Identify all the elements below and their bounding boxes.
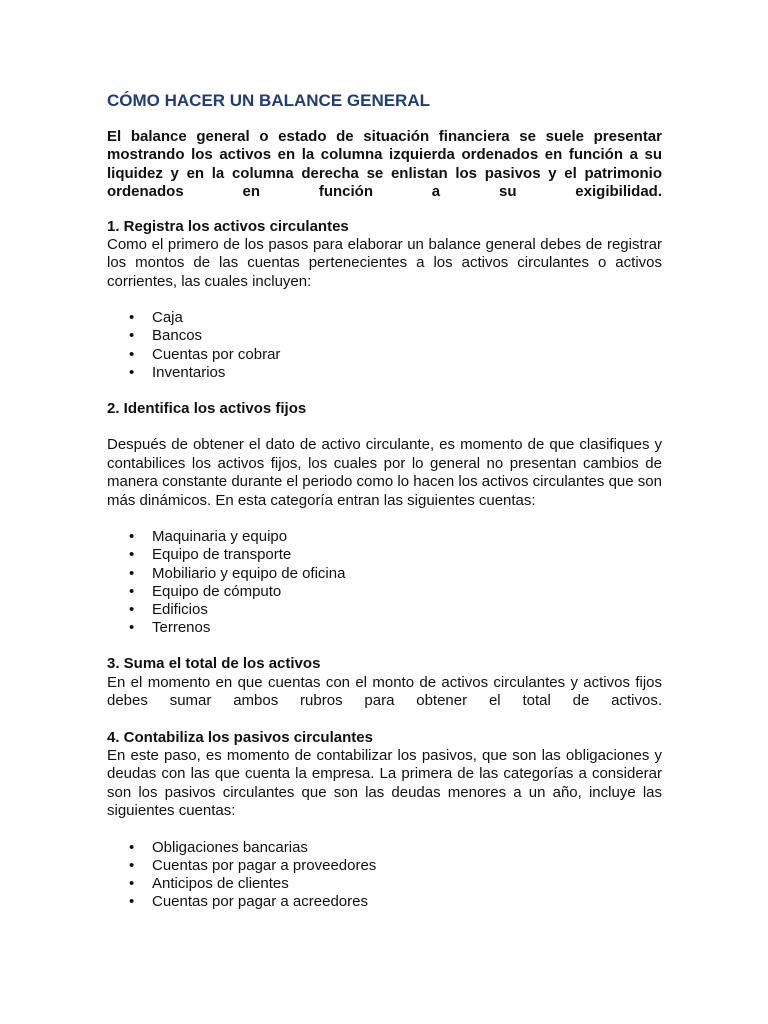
list-item: • Cuentas por pagar a acreedores	[129, 893, 368, 911]
section-suma-total-activos	[107, 655, 662, 710]
list-item: • Edificios	[129, 600, 208, 618]
list-item: • Mobiliario y equipo de oficina	[129, 564, 346, 582]
bullet-icon: •	[129, 363, 135, 381]
list-item: • Bancos	[129, 327, 203, 345]
bullet-icon: •	[129, 874, 135, 892]
bullet-icon: •	[129, 838, 135, 856]
section-heading: 1. Registra los activos circulantes	[107, 217, 349, 235]
list-item: • Obligaciones bancarias	[129, 838, 308, 856]
document-page	[107, 90, 662, 929]
section-paragraph: Como el primero de los pasos para elaborar un balance general debes de registrar los montos de las cuentas pertenecientes a los activos circulantes o activos corrientes, las cuales incluyen:	[107, 236, 662, 290]
list-item: • Equipo de transporte	[129, 546, 292, 564]
section-heading: 4. Contabiliza los pasivos circulantes	[107, 728, 373, 746]
bullet-list	[107, 309, 662, 382]
bullet-icon: •	[129, 619, 135, 637]
bullet-list	[107, 839, 662, 912]
bullet-icon: •	[129, 546, 135, 564]
list-item: • Caja	[129, 309, 183, 327]
bullet-icon: •	[129, 600, 135, 618]
section-paragraph: Después de obtener el dato de activo circulante, es momento de que clasifiques y contabilices los activos fijos, los cuales por lo general no presentan cambios de manera constante durante el periodo como lo hacen los activos circulantes que son más dinámicos. En esta categoría entran las siguientes cuentas:	[107, 436, 662, 509]
intro-paragraph: El balance general o estado de situación financiera se suele presentar mostrando los activos en la columna izquierda ordenados en función a su liquidez y en la columna derecha se enlistan los pasivos y el patrimonio ordenados en función a su exigibilidad.	[107, 128, 662, 201]
section-paragraph: En este paso, es momento de contabilizar los pasivos, que son las obligaciones y deudas con las que cuenta la empresa. La primera de las categorías a considerar son los pasivos circulantes que son las deudas menores a un año, incluye las siguientes cuentas:	[107, 746, 662, 820]
bullet-icon: •	[129, 309, 135, 327]
list-item: • Inventarios	[129, 363, 226, 381]
bullet-icon: •	[129, 564, 135, 582]
list-item: • Anticipos de clientes	[129, 874, 289, 892]
section-heading: 3. Suma el total de los activos	[107, 655, 321, 673]
bullet-icon: •	[129, 856, 135, 874]
bullet-icon: •	[129, 582, 135, 600]
list-item: • Cuentas por pagar a proveedores	[129, 856, 377, 874]
bullet-icon: •	[129, 327, 135, 345]
bullet-icon: •	[129, 528, 135, 546]
list-item: • Maquinaria y equipo	[129, 528, 288, 546]
list-item: • Cuentas por cobrar	[129, 345, 281, 363]
bullet-icon: •	[129, 893, 135, 911]
section-heading: 2. Identifica los activos fijos	[107, 400, 307, 418]
section-identifica-activos-fijos	[107, 400, 662, 637]
section-paragraph: En el momento en que cuentas con el monto de activos circulantes y activos fijos debes sumar ambos rubros para obtener el total de activos.	[107, 673, 662, 710]
page-title: CÓMO HACER UN BALANCE GENERAL	[107, 91, 430, 110]
bullet-icon: •	[129, 345, 135, 363]
list-item: • Equipo de cómputo	[129, 582, 282, 600]
section-contabiliza-pasivos-circulantes	[107, 729, 662, 912]
list-item: • Terrenos	[129, 619, 211, 637]
section-registra-activos-circulantes	[107, 218, 662, 382]
bullet-list	[107, 528, 662, 637]
